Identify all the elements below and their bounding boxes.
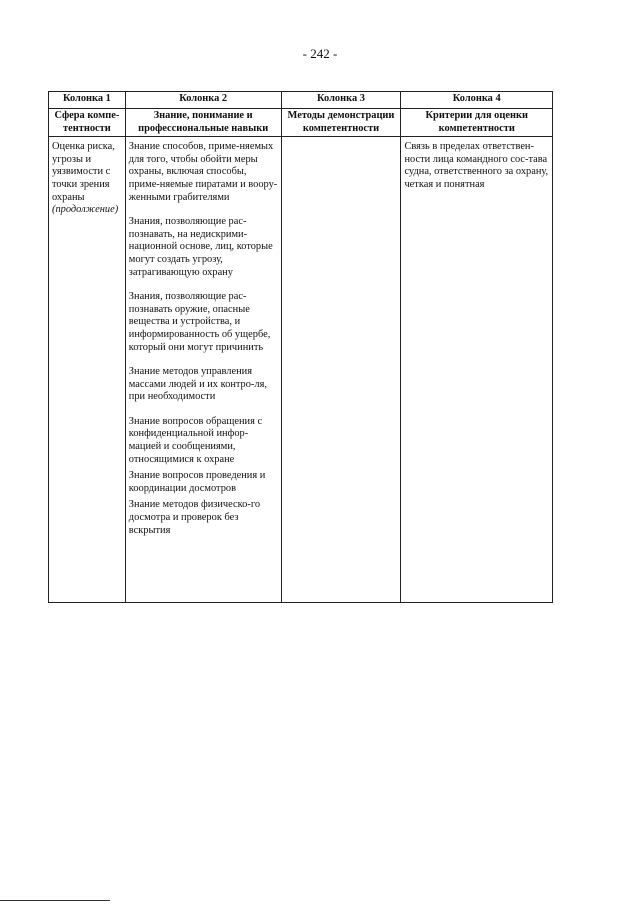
knowledge-item: Знание методов управления массами людей и их контро-ля, при необходимости xyxy=(128,366,267,403)
continuation-note: (продолжение) xyxy=(52,204,119,216)
column-header-2: Колонка 2 xyxy=(125,92,281,109)
knowledge-item: Знание способов, приме-няемых для того, чтобы обойти меры охраны, включая способы, приме-няемые пиратами и воору-женными грабителями xyxy=(128,141,278,203)
bottom-rule xyxy=(0,900,110,901)
criteria-cell: Связь в пределах ответствен-ности лица командного сос-тава судна, ответственного за охрану, четкая и понятная xyxy=(401,137,553,603)
subheader-row xyxy=(49,109,553,137)
content-row xyxy=(49,137,553,603)
knowledge-item: Знание вопросов проведения и координации досмотров xyxy=(128,470,266,494)
knowledge-item: Знание вопросов обращения с конфиденциальной инфор-мацией и сообщениями, относящимися к охране xyxy=(128,415,263,465)
column-header-4: Колонка 4 xyxy=(401,92,553,109)
column-header-3: Колонка 3 xyxy=(281,92,401,109)
knowledge-item: Знания, позволяющие рас-познавать, на недискрими-национной основе, лиц, которые могут создать угрозу, затрагивающую охрану xyxy=(128,216,273,278)
column-header-row xyxy=(49,92,553,109)
subheader-knowledge: Знание, понимание и профессиональные навыки xyxy=(125,109,281,137)
subheader-methods: Методы демонстрации компетентности xyxy=(281,109,401,137)
methods-cell xyxy=(281,137,401,603)
competence-table xyxy=(48,91,553,603)
competence-area-cell xyxy=(49,137,126,603)
column-header-1: Колонка 1 xyxy=(49,92,126,109)
knowledge-item: Знания, позволяющие рас-познавать оружие, опасные вещества и устройства, и информированность об ущербе, который они могут причинить xyxy=(128,291,271,353)
competence-area-text: Оценка риска, угрозы и уязвимости с точки зрения охраны xyxy=(52,141,115,203)
knowledge-cell xyxy=(125,137,281,603)
knowledge-item: Знание методов физическо-го досмотра и проверок без вскрытия xyxy=(128,499,261,536)
page-number: - 242 - xyxy=(302,46,338,61)
subheader-competence-area: Сфера компе-тентности xyxy=(49,109,126,137)
subheader-criteria: Критерии для оценки компетентности xyxy=(401,109,553,137)
